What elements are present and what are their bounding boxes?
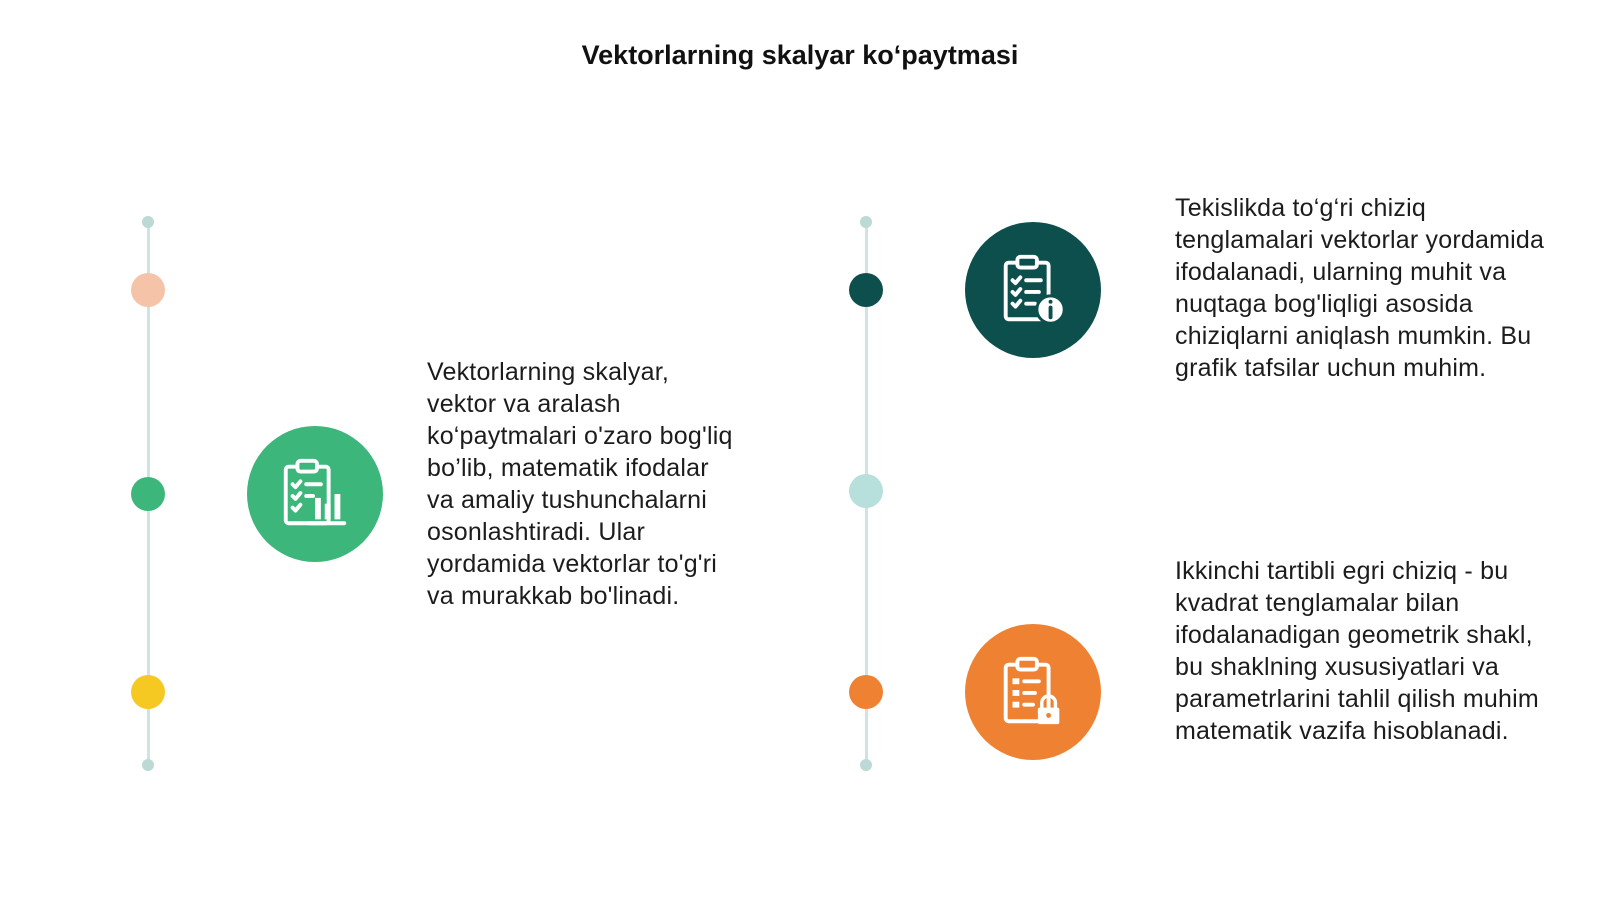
clipboard-info-icon — [965, 222, 1101, 358]
clipboard-lock-icon — [965, 624, 1101, 760]
right-top-description: Tekislikda to‘g‘ri chiziq tenglamalari vektorlar yordamida ifodalanadi, ularning muhit va nuqtaga bog'liqligi asosida chiziqlarni aniqlash mumkin. Bu grafik tafsilar uchun muhim. — [1175, 194, 1545, 382]
timeline-start-dot-right — [860, 216, 872, 228]
page-title: Vektorlarning skalyar ko‘paytmasi — [581, 40, 1019, 70]
right-bottom-description: Ikkinchi tartibli egri chiziq - bu kvadrat tenglamalar bilan ifodalanadigan geometrik shakl, bu shaklning xususiyatlari va parametrlarini tahlil qilish muhim matematik vazifa hisoblanadi. — [1175, 557, 1539, 745]
timeline-end-dot-right — [860, 759, 872, 771]
timeline-dot-orange — [849, 675, 883, 709]
timeline-dot-dark-teal — [849, 273, 883, 307]
clipboard-chart-icon — [247, 426, 383, 562]
timeline-dot-light-teal — [849, 474, 883, 508]
left-description: Vektorlarning skalyar, vektor va aralash ko‘paytmalari o'zaro bog'liq bo’lib, matematik ifodalar va amaliy tushunchalarni osonlashtiradi. Ular yordamida vektorlar to'g'ri va murakkab bo'linadi. — [427, 358, 733, 610]
